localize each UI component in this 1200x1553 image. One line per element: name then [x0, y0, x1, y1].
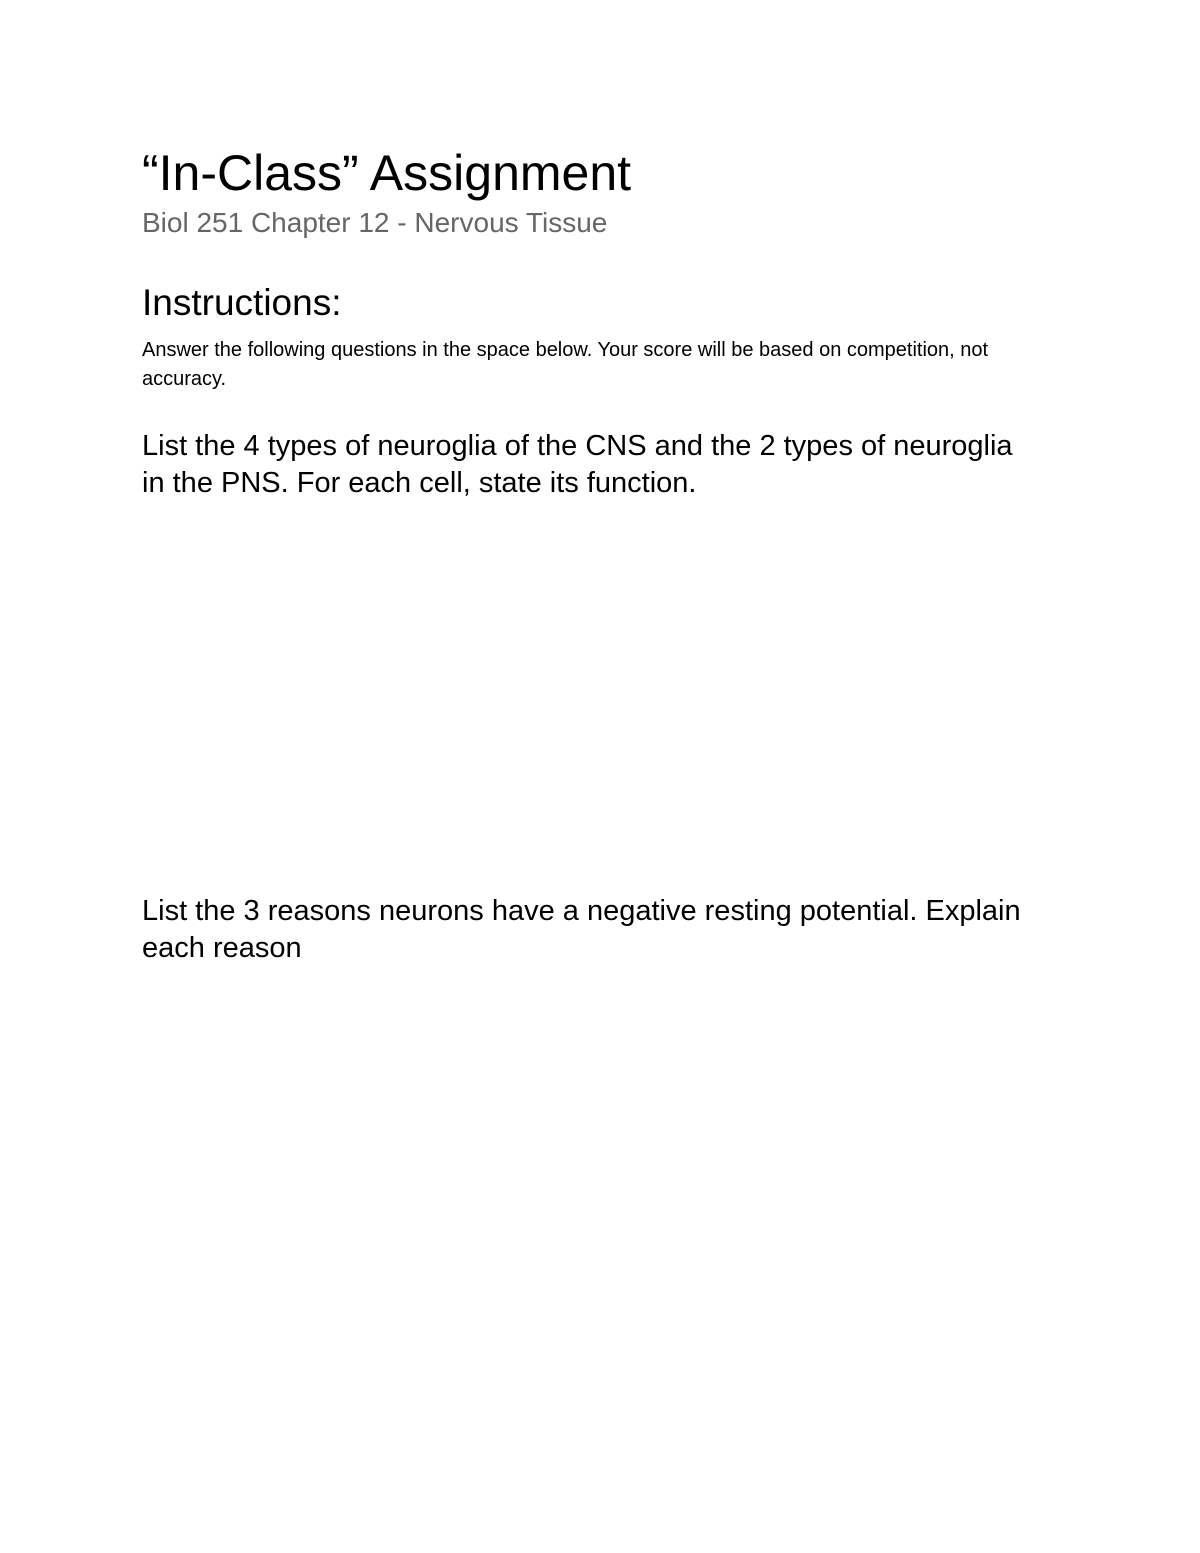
question-2: List the 3 reasons neurons have a negative resting potential. Explain each reason [142, 895, 1021, 964]
answer-space-1[interactable] [142, 510, 1058, 880]
document-subtitle: Biol 251 Chapter 12 - Nervous Tissue [142, 207, 608, 238]
instructions-heading: Instructions: [142, 282, 342, 323]
answer-space-2[interactable] [142, 975, 1058, 1495]
question-1: List the 4 types of neuroglia of the CNS and the 2 types of neuroglia in the PNS. For each cell, state its function. [142, 430, 1013, 499]
document-title: “In-Class” Assignment [142, 145, 632, 201]
instructions-text: Answer the following questions in the space below. Your score will be based on competition, not accuracy. [142, 339, 989, 390]
